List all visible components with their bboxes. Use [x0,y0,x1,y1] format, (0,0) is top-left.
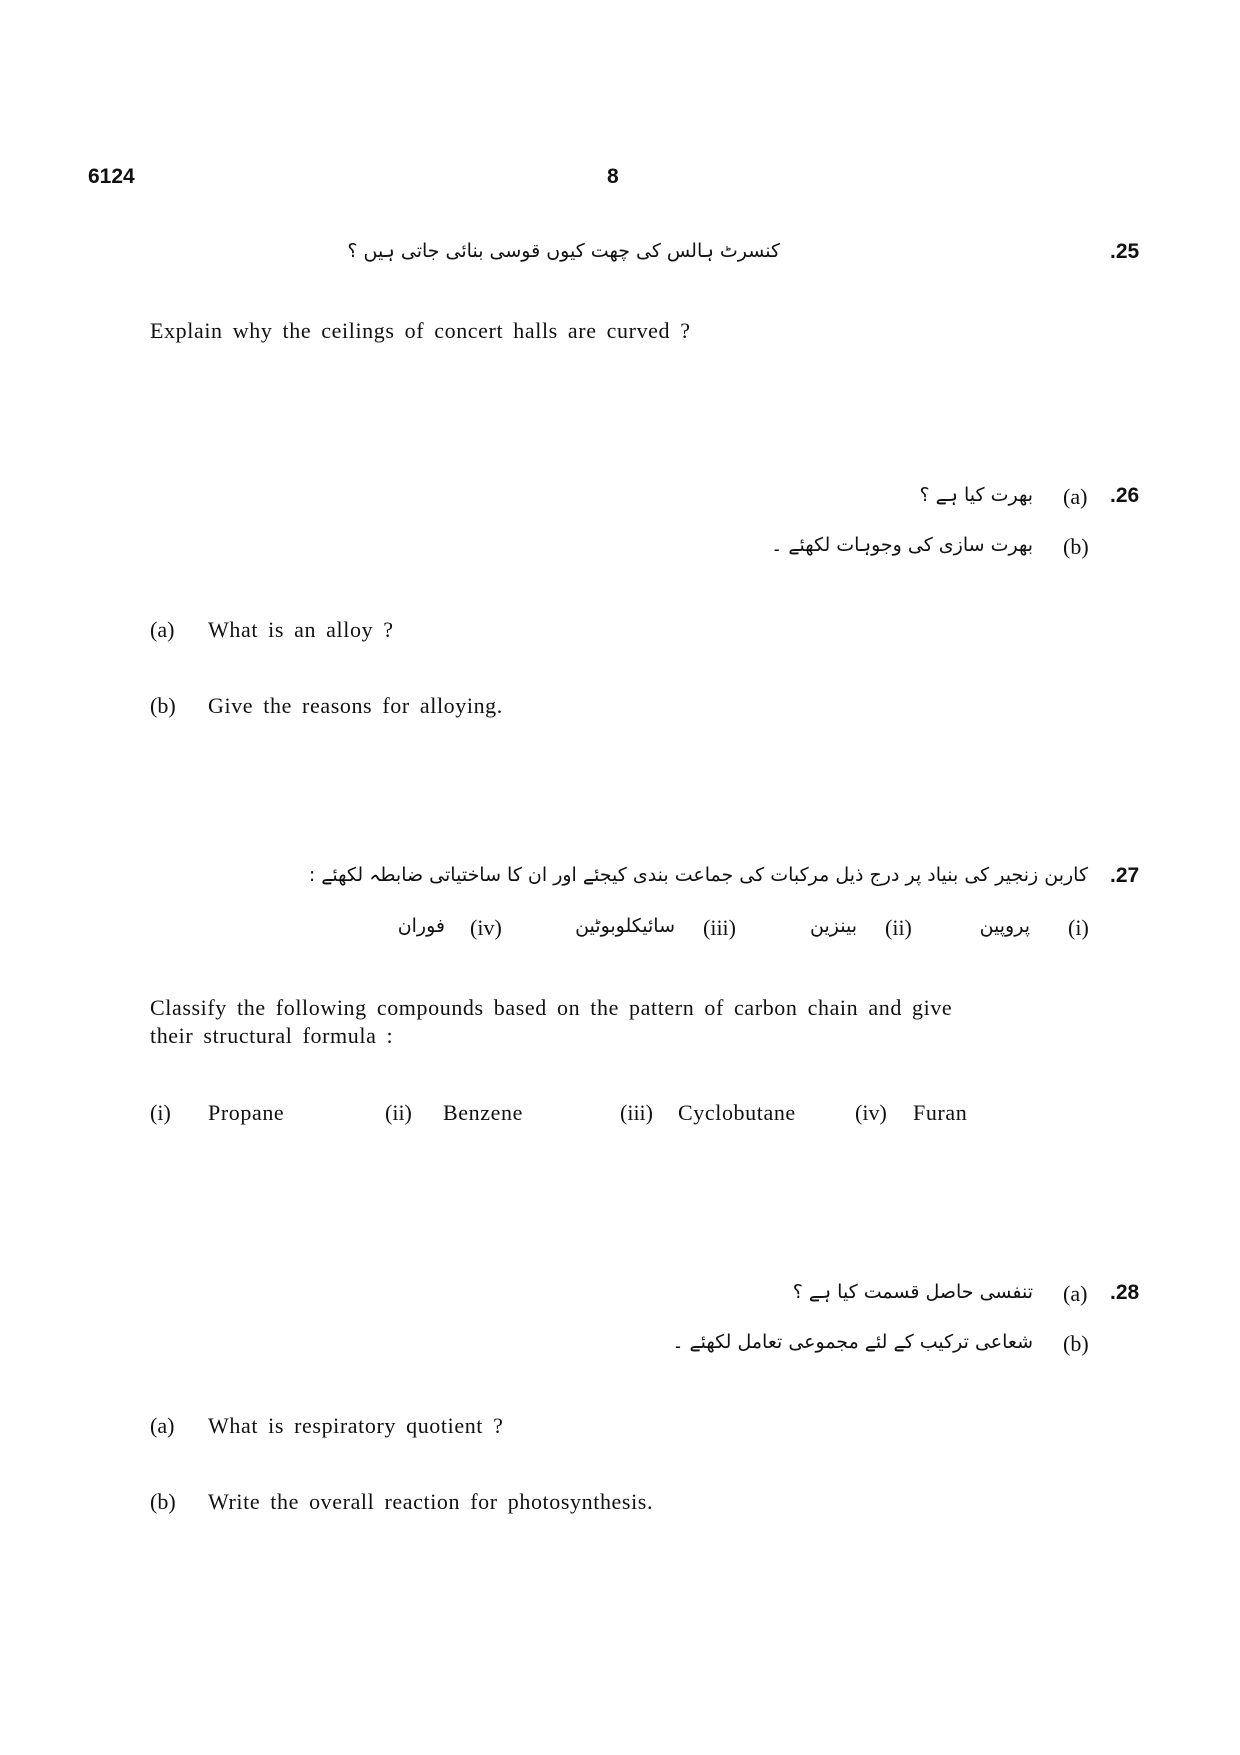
part-label: (b) [150,693,176,718]
part-label: (a) [1063,484,1088,509]
english-part-a: What is respiratory quotient ? [208,1413,504,1438]
urdu-question: کنسرٹ ہالس کی چھت کیوں قوسی بنائی جاتی ہیں ؟ [347,240,780,262]
option-label: (iii) [620,1100,653,1125]
urdu-part-b: بھرت سازی کی وجوہات لکھئے ۔ [771,534,1033,556]
english-part-b: Write the overall reaction for photosynthesis. [208,1489,654,1514]
question-number: .28 [1110,1281,1140,1304]
urdu-question: کاربن زنجیر کی بنیاد پر درج ذیل مرکبات کی جماعت بندی کیجئے اور ان کا ساختیاتی ضابطہ لکھئے : [308,864,1088,886]
part-label: (a) [1063,1281,1088,1306]
urdu-option-iv: فوران [397,915,445,937]
english-part-b: Give the reasons for alloying. [208,693,503,718]
part-label: (a) [150,617,175,642]
english-part-a: What is an alloy ? [208,617,394,642]
question-number: .25 [1110,240,1140,263]
page-number: 8 [607,165,619,188]
english-option-iii: Cyclobutane [678,1100,796,1125]
part-label: (b) [1063,534,1089,559]
urdu-part-a: تنفسی حاصل قسمت کیا ہے ؟ [792,1281,1033,1303]
option-label: (iv) [855,1100,887,1125]
option-label: (i) [1068,915,1089,940]
part-label: (b) [1063,1331,1089,1356]
urdu-part-a: بھرت کیا ہے ؟ [919,484,1033,506]
english-option-i: Propane [208,1100,285,1125]
option-label: (i) [150,1100,171,1125]
english-question-line-1: Classify the following compounds based on the pattern of carbon chain and give [150,995,953,1020]
part-label: (a) [150,1413,175,1438]
english-option-ii: Benzene [443,1100,523,1125]
paper-code: 6124 [88,165,135,188]
urdu-option-i: پروپین [979,915,1030,937]
question-number: .27 [1110,864,1140,887]
english-question-line-2: their structural formula : [150,1023,394,1048]
option-label: (iv) [470,915,502,940]
urdu-part-b: شعاعی ترکیب کے لئے مجموعی تعامل لکھئے ۔ [672,1331,1033,1353]
question-number: .26 [1110,484,1140,507]
option-label: (ii) [385,1100,412,1125]
part-label: (b) [150,1489,176,1514]
urdu-option-iii: سائیکلوبوٹین [575,915,675,937]
english-question: Explain why the ceilings of concert halls are curved ? [150,318,691,343]
option-label: (ii) [885,915,912,940]
urdu-option-ii: بینزین [810,915,857,937]
option-label: (iii) [703,915,736,940]
english-option-iv: Furan [913,1100,968,1125]
